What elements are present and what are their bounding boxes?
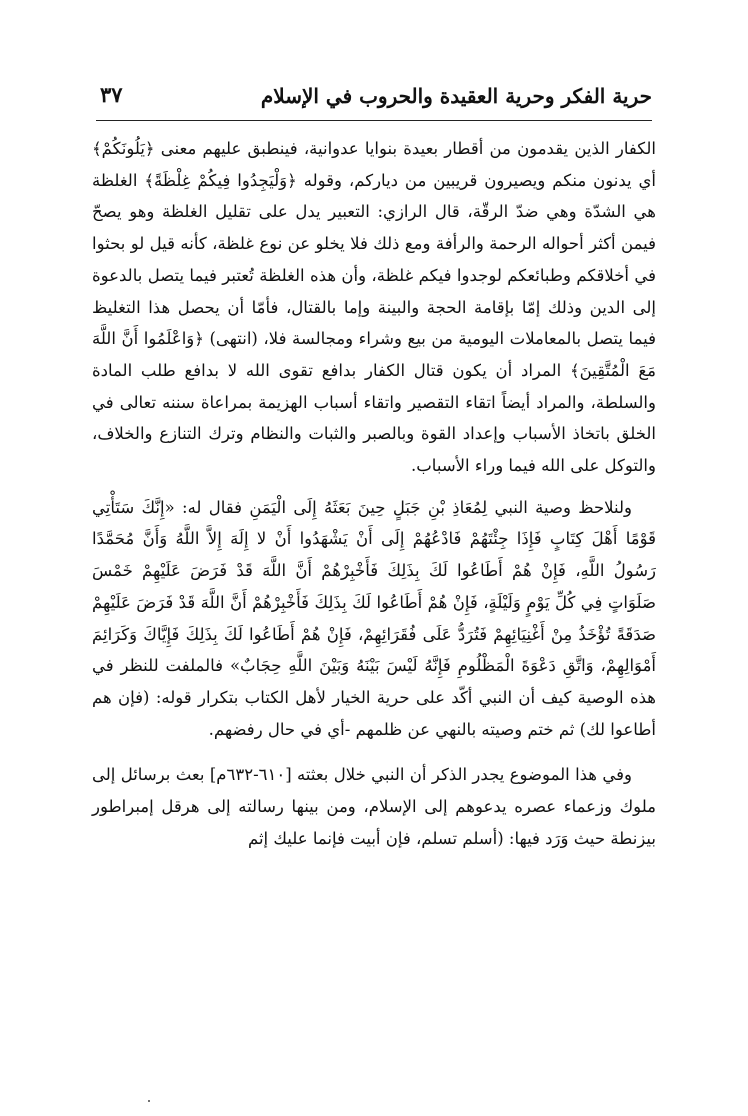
paragraph: ولنلاحظ وصية النبي لِمُعَاذِ بْنِ جَبَلٍ حِينَ بَعَثَهُ إِلَى الْيَمَنِ فقال له: «إِنَّكَ سَتَأْتِي قَوْمًا أَهْلَ كِتَابٍ فَإِذَا جِئْتَهُمْ فَادْعُهُمْ إِلَى أَنْ يَشْهَدُوا أَنْ لا إِلَهَ إِلاَّ اللَّهُ وَأَنَّ مُحَمَّدًا رَسُولُ اللَّهِ، فَإِنْ هُمْ أَطَاعُوا لَكَ بِذَلِكَ فَأَخْبِرْهُمْ أَنَّ اللَّهَ قَدْ فَرَضَ عَلَيْهِمْ خَمْسَ صَلَوَاتٍ فِي كُلِّ يَوْمٍ وَلَيْلَةٍ، فَإِنْ هُمْ أَطَاعُوا لَكَ بِذَلِكَ فَأَخْبِرْهُمْ أَنَّ اللَّهَ قَدْ فَرَضَ عَلَيْهِمْ صَدَقَةً تُؤْخَذُ مِنْ أَغْنِيَائِهِمْ فَتُرَدُّ عَلَى فُقَرَائِهِمْ، فَإِنْ هُمْ أَطَاعُوا لَكَ بِذَلِكَ فَإِيَّاكَ وَكَرَائِمَ أَمْوَالِهِمْ، وَاتَّقِ دَعْوَةَ الْمَظْلُومِ فَإِنَّهُ لَيْسَ بَيْنَهُ وَبَيْنَ اللَّهِ حِجَابٌ» فالملفت للنظر في هذه الوصية كيف أن النبي أكّد على حرية الخيار لأهل الكتاب بتكرار قوله: (فإن هم أطاعوا لك) ثم ختم وصيته بالنهي عن ظلمهم -أي في حال رفضهم.: [92, 497, 656, 739]
paragraph: الكفار الذين يقدمون من أقطار بعيدة بنوايا عدوانية، فينطبق عليهم معنى ﴿يَلُونَكُمْ﴾ أي يدنون منكم ويصيرون قريبين من دياركم، وقوله ﴿وَلْيَجِدُوا فِيكُمْ غِلْظَةً﴾ الغلظة هي الشدّة وهي ضدّ الرقّة، قال الرازي: التعبير يدل على تقليل الغلظة وهو يصحّ فيمن أكثر أحواله الرحمة والرأفة ومع ذلك فلا يخلو عن نوع غلظة، كأنه قيل لو بحثوا في أخلاقكم وطبائعكم لوجدوا فيكم غلظة، وأن هذه الغلظة تُعتبر فيما يتصل بالدعوة إلى الدين وذلك إمّا بإقامة الحجة والبينة وإما بالقتال، فأمّا أن يحصل هذا التغليظ فيما يتصل بالمعاملات اليومية من بيع وشراء ومجالسة فلا، (انتهى) ﴿وَاعْلَمُوا أَنَّ اللَّهَ مَعَ الْمُتَّقِينَ﴾ المراد أن يكون قتال الكفار بدافع تقوى الله لا بدافع طلب المادة والسلطة، والمراد أيضاً اتقاء التقصير واتقاء أسباب الهزيمة بمراعاة سننه تعالى في الخلق باتخاذ الأسباب وإعداد القوة وبالصبر والثبات والنظام وترك التنازع والخلاف، والتوكل على الله فيما وراء الأسباب.: [92, 139, 656, 476]
running-header-title: حرية الفكر وحرية العقيدة والحروب في الإسلام: [260, 84, 652, 108]
print-speck: [148, 1100, 150, 1102]
paragraph: وفي هذا الموضوع يجدر الذكر أن النبي خلال بعثته [٦١٠-٦٣٢م] بعث برسائل إلى ملوك وزعماء عصره يدعوهم إلى الإسلام، ومن بينها رسالته إلى هرقل إمبراطور بيزنطة حيث وَرَد فيها: (أسلم تسلم، فإن أبيت فإنما عليك إثم: [92, 765, 656, 848]
running-header: [96, 80, 652, 114]
header-rule: [96, 120, 652, 121]
page-number: ٣٧: [100, 82, 123, 107]
body-text: [92, 128, 656, 854]
